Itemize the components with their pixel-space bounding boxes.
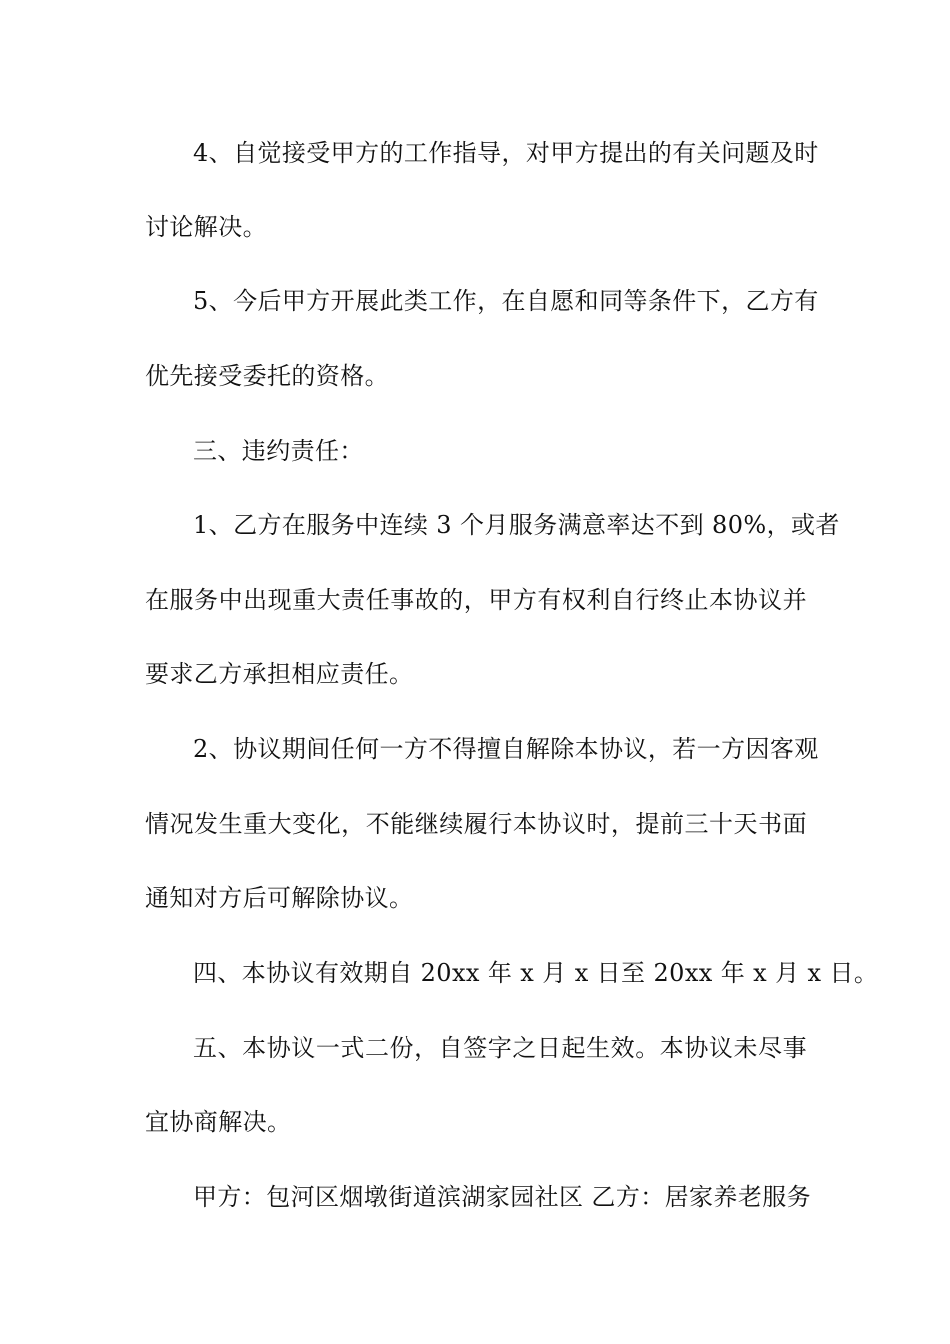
copies-clause-line-2: 宜协商解决。 [145,1108,292,1136]
signature-parties-line: 甲方：包河区烟墩街道滨湖家园社区 乙方：居家养老服务 [193,1183,812,1211]
breach-1-line-3: 要求乙方承担相应责任。 [145,660,414,688]
copies-clause-line-1: 五、本协议一式二份，自签字之日起生效。本协议未尽事 [193,1034,807,1062]
validity-period-clause: 四、本协议有效期自 20xx 年 x 月 x 日至 20xx 年 x 月 x 日。 [193,959,879,987]
clause-4-line-1: 4、自觉接受甲方的工作指导，对甲方提出的有关问题及时 [193,139,819,167]
clause-5-line-2: 优先接受委托的资格。 [145,362,389,390]
breach-1-line-1: 1、乙方在服务中连续 3 个月服务满意率达不到 80%，或者 [193,511,840,539]
section-heading-breach-liability: 三、违约责任： [193,437,364,465]
clause-4-line-2: 讨论解决。 [145,213,267,241]
breach-2-line-2: 情况发生重大变化，不能继续履行本协议时，提前三十天书面 [145,810,807,838]
breach-2-line-3: 通知对方后可解除协议。 [145,884,414,912]
breach-1-line-2: 在服务中出现重大责任事故的，甲方有权利自行终止本协议并 [145,586,807,614]
breach-2-line-1: 2、协议期间任何一方不得擅自解除本协议，若一方因客观 [193,735,819,763]
clause-5-line-1: 5、今后甲方开展此类工作，在自愿和同等条件下，乙方有 [193,287,819,315]
